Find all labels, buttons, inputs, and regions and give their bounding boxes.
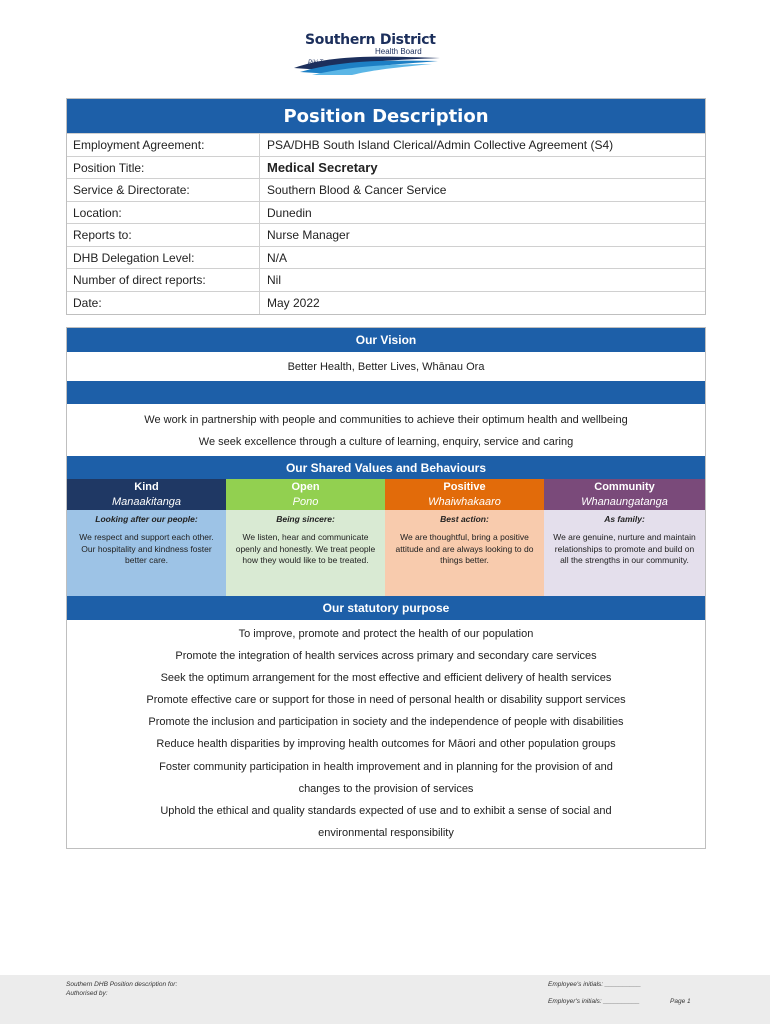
value-maori-name: Manaakitanga	[111, 496, 182, 508]
table-row	[67, 246, 705, 269]
southern-dhb-logo	[292, 30, 442, 75]
row-label: Date:	[73, 296, 102, 310]
row-value: Nurse Manager	[267, 228, 350, 242]
row-label: Employment Agreement:	[73, 138, 205, 152]
row-value: N/A	[267, 251, 288, 265]
row-value: PSA/DHB South Island Clerical/Admin Collective Agreement (S4)	[267, 138, 614, 152]
value-body	[385, 510, 544, 597]
page-number: Page 1	[670, 998, 691, 1005]
position-title-value: Medical Secretary	[267, 160, 378, 175]
purpose-line: Promote the inclusion and participation in society and the independence of people with disabilities	[148, 716, 624, 728]
row-value: May 2022	[267, 296, 320, 310]
value-column-community	[544, 479, 705, 597]
value-column-open	[226, 479, 385, 597]
table-row	[67, 268, 705, 291]
row-label: Reports to:	[73, 228, 132, 242]
purpose-line: changes to the provision of services	[298, 783, 474, 795]
mission-line: We seek excellence through a culture of learning, enquiry, service and caring	[198, 436, 574, 448]
value-body	[67, 510, 226, 597]
table-row	[67, 156, 705, 179]
purpose-line: Foster community participation in health improvement and in planning for the provision of and	[159, 761, 613, 773]
value-description: We are thoughtful, bring a positive attitude and are always looking to do things better.	[395, 532, 534, 565]
vision-text: Better Health, Better Lives, Whānau Ora	[287, 361, 485, 373]
footer-position-for: Southern DHB Position description for:	[66, 981, 178, 988]
table-row	[67, 178, 705, 201]
row-label: Number of direct reports:	[73, 273, 206, 287]
value-maori-name: Whanaungatanga	[581, 496, 668, 508]
row-label: DHB Delegation Level:	[73, 251, 195, 265]
value-description: We are genuine, nurture and maintain relationships to promote and build on all the strengths in our community.	[553, 532, 696, 565]
value-description: We respect and support each other. Our hospitality and kindness foster better care.	[79, 532, 214, 565]
logo-name: Southern District	[305, 32, 436, 48]
value-header	[544, 479, 705, 510]
value-body	[226, 510, 385, 597]
purpose-line: Uphold the ethical and quality standards expected of use and to exhibit a sense of social and	[160, 805, 612, 817]
row-label: Location:	[73, 206, 122, 220]
value-subtitle: As family:	[604, 514, 645, 524]
table-row	[67, 133, 705, 156]
logo-tagline: Piki Te Ora	[308, 60, 338, 66]
table-row	[67, 291, 705, 314]
value-name: Kind	[134, 481, 159, 493]
value-column-positive	[385, 479, 544, 597]
row-value: Dunedin	[267, 206, 312, 220]
value-subtitle: Looking after our people:	[95, 514, 198, 524]
row-value: Nil	[267, 273, 281, 287]
purpose-line: Promote the integration of health services across primary and secondary care services	[175, 650, 597, 662]
vision-heading: Our Vision	[67, 328, 705, 352]
value-subtitle: Being sincere:	[276, 514, 335, 524]
logo-subname: Health Board	[375, 47, 422, 56]
position-description-title: Position Description	[67, 99, 705, 133]
value-maori-name: Whaiwhakaaro	[428, 496, 501, 508]
purpose-line: Reduce health disparities by improving health outcomes for Māori and other population groups	[156, 738, 616, 750]
purpose-line: Seek the optimum arrangement for the most effective and efficient delivery of health services	[160, 672, 612, 684]
value-description: We listen, hear and communicate openly and honestly. We treat people how they would like to be treated.	[235, 532, 376, 565]
row-value: Southern Blood & Cancer Service	[267, 183, 447, 197]
value-header	[385, 479, 544, 510]
values-heading: Our Shared Values and Behaviours	[67, 456, 705, 479]
value-name: Positive	[443, 481, 486, 493]
footer-employer-initials: Employer's initials: __________	[548, 998, 640, 1005]
value-subtitle: Best action:	[440, 514, 489, 524]
page-footer	[0, 975, 770, 1024]
mission-line: We work in partnership with people and communities to achieve their optimum health and wellbeing	[144, 414, 628, 426]
purpose-line: Promote effective care or support for those in need of personal health or disability support services	[146, 694, 626, 706]
value-body	[544, 510, 705, 597]
value-name: Community	[594, 481, 655, 493]
value-header	[226, 479, 385, 510]
value-maori-name: Pono	[292, 496, 319, 508]
footer-authorised-by: Authorised by:	[66, 990, 108, 997]
table-row	[67, 223, 705, 246]
value-name: Open	[291, 481, 320, 493]
value-column-kind	[67, 479, 226, 597]
value-header	[67, 479, 226, 510]
table-row	[67, 201, 705, 224]
organisation-values-box	[66, 327, 706, 849]
purpose-line: To improve, promote and protect the health of our population	[238, 628, 534, 640]
footer-employee-initials: Employee's initials: __________	[548, 981, 642, 988]
purpose-heading: Our statutory purpose	[67, 596, 705, 620]
position-description-table	[66, 98, 706, 315]
purpose-line: environmental responsibility	[318, 827, 454, 839]
row-label: Service & Directorate:	[73, 183, 190, 197]
row-label: Position Title:	[73, 161, 145, 175]
mission-heading	[67, 381, 705, 404]
